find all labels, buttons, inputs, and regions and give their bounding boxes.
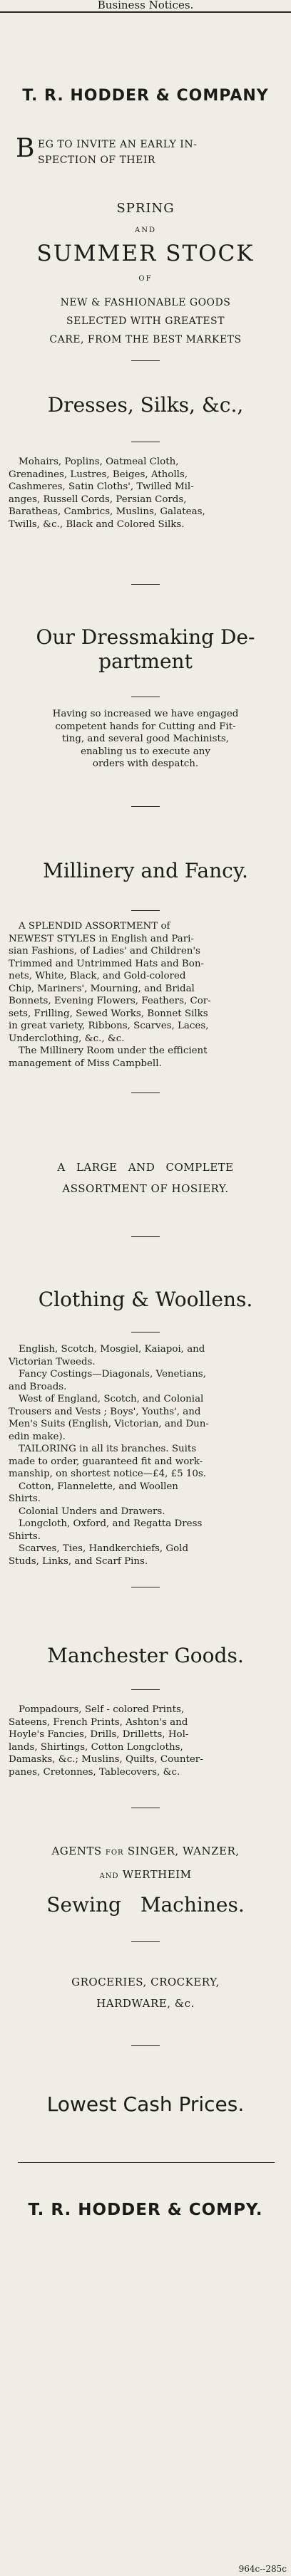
- intro-line-1: EG TO INVITE AN EARLY IN-: [37, 139, 198, 150]
- goods-line: CARE, FROM THE BEST MARKETS: [49, 334, 242, 345]
- dresses-heading: Dresses, Silks, &c.,: [47, 393, 244, 417]
- heading-line: partment: [98, 650, 193, 673]
- text-line: Mohairs, Poplins, Oatmeal Cloth,: [19, 457, 179, 467]
- agents-word: AGENTS: [51, 1845, 102, 1857]
- clothing-heading: Clothing & Woollens.: [38, 1288, 253, 1311]
- divider-dash: [131, 806, 160, 807]
- text-line: ASSORTMENT OF HOSIERY.: [62, 1182, 229, 1195]
- divider-dash: [131, 1236, 160, 1237]
- dressmaking-text: [6, 708, 285, 771]
- text-line: Studs, Links, and Scarf Pins.: [9, 1555, 148, 1567]
- text-line: made to order, guaranteed fit and work-: [9, 1456, 203, 1467]
- millinery-heading: Millinery and Fancy.: [43, 859, 248, 882]
- divider-dash: [131, 2045, 160, 2046]
- millinery-text: [9, 920, 282, 1070]
- text-line: Trousers and Vests ; Boys', Youths', and: [9, 1406, 201, 1417]
- text-line: Damasks, &c.; Muslins, Quilts, Counter-: [9, 1754, 203, 1765]
- text-line: in great variety, Ribbons, Scarves, Laces,: [9, 1021, 209, 1031]
- clothing-text: [9, 1343, 282, 1568]
- lowest-prices: Lowest Cash Prices.: [46, 2092, 245, 2116]
- text-line: panes, Cretonnes, Tablecovers, &c.: [9, 1766, 180, 1778]
- text-line: nets, White, Black, and Gold-colored: [9, 971, 186, 981]
- manchester-text: [9, 1704, 282, 1778]
- brand-wertheim: WERTHEIM: [122, 1868, 192, 1881]
- text-line: sian Fashions, of Ladies' and Children's: [9, 946, 200, 956]
- sewing-heading: Sewing Machines.: [46, 1893, 245, 1917]
- text-line: Shirts.: [9, 1531, 41, 1542]
- text-line: TAILORING in all its branches. Suits: [19, 1444, 197, 1454]
- text-line: competent hands for Cutting and Fit-: [55, 721, 236, 732]
- text-line: Sateens, French Prints, Ashton's and: [9, 1716, 188, 1728]
- divider-dash: [131, 1332, 160, 1333]
- text-line: A LARGE AND COMPLETE: [57, 1161, 234, 1174]
- goods-line: NEW & FASHIONABLE GOODS: [60, 297, 231, 308]
- text-line: enabling us to execute any: [81, 746, 210, 757]
- firm-name-top: T. R. HODDER & COMPANY: [22, 87, 269, 105]
- goods-line: SELECTED WITH GREATEST: [66, 316, 225, 327]
- text-line: English, Scotch, Mosgiel, Kaiapoi, and: [19, 1344, 205, 1355]
- text-line: The Millinery Room under the efficient: [19, 1045, 208, 1056]
- text-line: Cotton, Flannelette, and Woollen: [19, 1481, 178, 1492]
- divider-dash: [131, 584, 160, 585]
- text-line: West of England, Scotch, and Colonial: [19, 1394, 204, 1404]
- text-line: lands, Shirtings, Cotton Longcloths,: [9, 1741, 183, 1753]
- text-line: Chip, Mariners', Mourning, and Bridal: [9, 983, 195, 994]
- dresses-text: [9, 456, 282, 531]
- divider-dash: [131, 1689, 160, 1690]
- text-line: Scarves, Ties, Handkerchiefs, Gold: [19, 1543, 189, 1554]
- text-line: Underclothing, &c., &c.: [9, 1033, 125, 1044]
- text-line: orders with despatch.: [92, 758, 199, 769]
- divider-dash: [131, 910, 160, 911]
- text-line: sets, Frilling, Sewed Works, Bonnet Silks: [9, 1008, 208, 1019]
- drop-cap: B: [16, 134, 35, 163]
- text-line: and Broads.: [9, 1381, 67, 1392]
- text-line: anges, Russell Cords, Persian Cords,: [9, 494, 187, 505]
- text-line: Hoyle's Fancies, Drills, Drilletts, Hol-: [9, 1729, 189, 1740]
- text-line: NEWEST STYLES in English and Pari-: [9, 933, 194, 944]
- text-line: A SPLENDID ASSORTMENT of: [19, 921, 170, 932]
- agents-text: [6, 1840, 285, 1887]
- firm-name-bottom: T. R. HODDER & COMPY.: [28, 2201, 263, 2219]
- text-line: Baratheas, Cambrics, Muslins, Galateas,: [9, 506, 205, 517]
- agents-line-1: [6, 1840, 285, 1864]
- section-header: Business Notices.: [0, 0, 291, 13]
- text-line: Trimmed and Untrimmed Hats and Bon-: [9, 958, 204, 969]
- divider-dash: [131, 1941, 160, 1942]
- text-line: HARDWARE, &c.: [96, 1997, 195, 2010]
- text-line: Having so increased we have engaged: [52, 709, 239, 719]
- text-line: GROCERIES, CROCKERY,: [71, 1976, 220, 1988]
- heading-line: Our Dressmaking De-: [36, 625, 255, 649]
- text-line: Fancy Costings—Diagonals, Venetians,: [19, 1369, 206, 1380]
- text-line: edin make).: [9, 1431, 66, 1442]
- of-word: OF: [138, 275, 153, 283]
- text-line: Victorian Tweeds.: [9, 1356, 96, 1367]
- spring-title: SPRING: [116, 201, 175, 216]
- intro-line-2: SPECTION OF THEIR: [37, 155, 155, 166]
- divider-rule: [18, 2162, 275, 2163]
- text-line: Shirts.: [9, 1493, 41, 1504]
- text-line: Longcloth, Oxford, and Regatta Dress: [19, 1518, 203, 1529]
- reference-code: 964c--285c: [238, 2564, 287, 2574]
- agents-line-2: [6, 1864, 285, 1887]
- intro-text: [16, 134, 280, 168]
- text-line: Colonial Unders and Drawers.: [19, 1506, 165, 1517]
- groceries-text: [6, 1971, 285, 2014]
- text-line: Grenadines, Lustres, Beiges, Atholls,: [9, 469, 188, 480]
- for-word: FOR: [105, 1849, 124, 1857]
- text-line: manship, on shortest notice—£4, £5 10s.: [9, 1469, 207, 1479]
- text-line: Cashmeres, Satin Cloths', Twilled Mil-: [9, 481, 194, 492]
- brand-names: SINGER, WANZER,: [127, 1845, 240, 1857]
- manchester-heading: Manchester Goods.: [47, 1644, 244, 1667]
- and-word: AND: [99, 1872, 119, 1880]
- text-line: ting, and several good Machinists,: [62, 734, 229, 744]
- and-word: AND: [135, 226, 156, 234]
- summer-stock-title: SUMMER STOCK: [36, 241, 255, 266]
- text-line: Twills, &c., Black and Colored Silks.: [9, 518, 185, 530]
- divider-dash: [131, 360, 160, 361]
- text-line: Bonnets, Evening Flowers, Feathers, Cor-: [9, 996, 211, 1006]
- text-line: Men's Suits (English, Victorian, and Dun-: [9, 1419, 209, 1429]
- text-line: management of Miss Campbell.: [9, 1058, 162, 1069]
- dressmaking-heading: [6, 625, 285, 674]
- hosiery-text: [6, 1157, 285, 1199]
- text-line: Pompadours, Self - colored Prints,: [19, 1704, 185, 1715]
- goods-lines: [6, 293, 285, 349]
